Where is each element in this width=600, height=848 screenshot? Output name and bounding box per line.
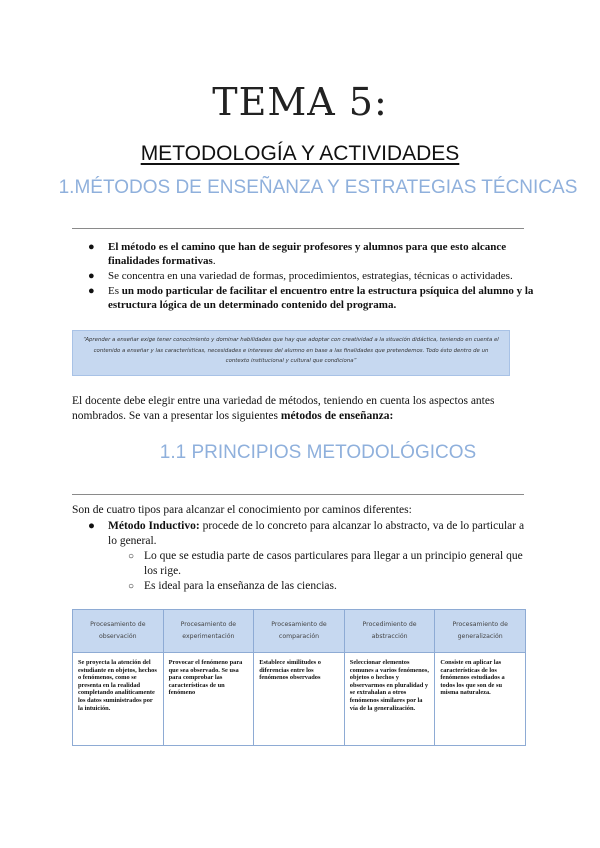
bullet-item [88,284,538,312]
process-table [72,609,526,746]
table-header-cell: Procesamiento de observación [73,610,164,653]
page-subtitle [0,142,600,166]
circle-bullet-icon: ○ [128,551,135,562]
sub-item [128,549,528,579]
bullet-icon: ● [88,520,95,532]
paragraph-text: El docente debe elegir entre una variedad de métodos, teniendo en cuenta los aspectos antes nombrados. Se van a presentar los siguientes [72,395,495,422]
table-cell: Provocar el fenómeno para que sea observado. Se usa para comprobar las características de un fenómeno [163,653,254,746]
table-row [73,653,526,746]
method-sub-items [128,549,528,594]
sub-item [128,579,528,594]
methods-paragraph [72,394,532,424]
bullet-text: . [212,255,216,267]
quote-box: “Aprender a enseñar exige tener conocimiento y dominar habilidades que hay que adoptar con creatividad a la situación didáctica, teniendo en cuenta el contenido a enseñar y las características, necesidades e intereses del alumno en base a las finalidades que pretendemos. Todo ésto dentro de un contexto institucional y cultural que condiciona” [72,330,510,376]
sub-item-text: Es ideal para la enseñanza de las ciencias. [144,580,337,592]
definition-bullets [88,240,538,313]
bullet-text: Se concentra en una variedad de formas, procedimientos, estrategias, técnicas o actividades. [108,270,513,282]
section-1-heading: 1.MÉTODOS DE ENSEÑANZA Y ESTRATEGIAS TÉCNICAS [58,177,578,198]
section-2-heading: 1.1 PRINCIPIOS METODOLÓGICOS [159,442,477,463]
table-header-cell: Procesamiento de generalización [435,610,526,653]
bullet-icon: ● [88,270,95,282]
table-header-row [73,610,526,653]
bullet-icon: ● [88,241,95,253]
sub-item-text: Lo que se estudia parte de casos particulares para llegar a un principio general que los rige. [144,550,523,577]
bullet-icon: ● [88,285,95,297]
bullet-item [88,240,538,268]
section-2-divider [72,494,524,495]
bullet-text: Es [108,285,122,297]
circle-bullet-icon: ○ [128,581,135,592]
subtitle-text: METODOLOGÍA Y ACTIVIDADES [140,142,460,165]
table-cell: Se proyecta la atención del estudiante en objetos, hechos o fenómenos, como se presenta en la realidad completando analíticamente los datos suministrados por la intuición. [73,653,164,746]
table-cell: Seleccionar elementos comunes a varios fenómenos, objetos o hechos y observarmos en pluralidad y se extrahalan a otros fenómenos similares por la vía de la generalización. [344,653,435,746]
bullet-bold-text: El método es el camino que han de seguir profesores y alumnos para que esto alcance finalidades formativas [108,241,507,267]
bullet-item [88,269,538,283]
table-cell: Establece similitudes o diferencias entre los fenómenos observados [254,653,345,746]
table-header-cell: Procedimiento de abstracción [344,610,435,653]
table-cell: Consiste en aplicar las características de los fenómenos estudiados a todos los que son de su misma naturaleza. [435,653,526,746]
intro-text: Son de cuatro tipos para alcanzar el conocimiento por caminos diferentes: [72,504,412,516]
method-description: procede de lo concreto para alcanzar lo abstracto, va de lo particular a lo general. [108,520,525,547]
table-header-cell: Procesamiento de experimentación [163,610,254,653]
section-1-divider [72,228,524,229]
method-inductivo [88,519,528,549]
paragraph-bold-text: métodos de enseñanza: [280,410,394,422]
table-header-cell: Procesamiento de comparación [254,610,345,653]
method-text [88,519,528,549]
bullet-bold-text: un modo particular de facilitar el encuentro entre la estructura psíquica del alumno y la estructura lógica de un determinado contenido del programa. [108,285,534,311]
method-name: Método Inductivo: [108,520,200,532]
page-title: TEMA 5: [212,80,388,124]
